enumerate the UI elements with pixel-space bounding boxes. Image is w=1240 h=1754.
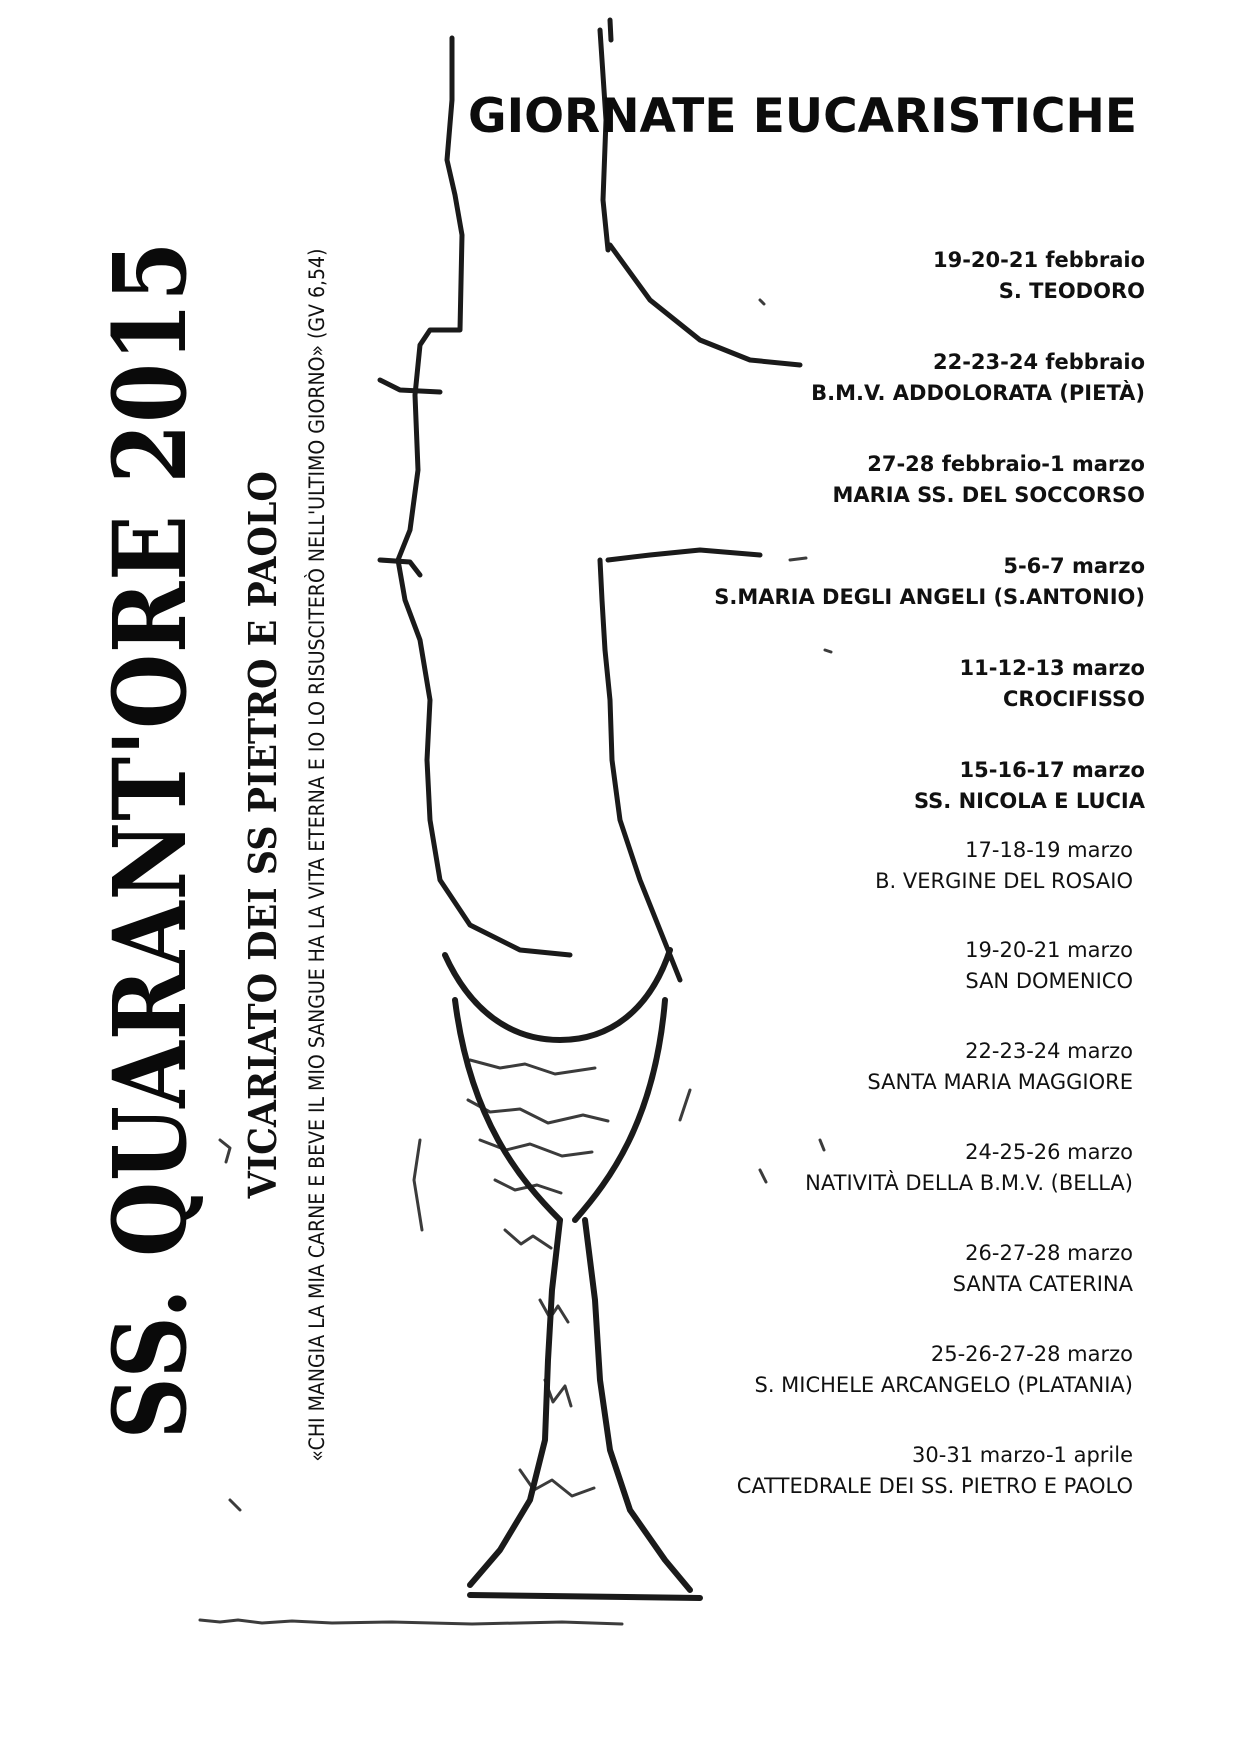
list-item — [600, 755, 1145, 817]
entry-church: SAN DOMENICO — [965, 969, 1133, 993]
entry-dates: 15-16-17 marzo — [959, 758, 1145, 782]
entry-church: S. TEODORO — [998, 279, 1145, 303]
list-item — [600, 449, 1145, 511]
main-title-column — [91, 60, 209, 1620]
entry-church: B.M.V. ADDOLORATA (PIETÀ) — [811, 381, 1145, 405]
list-item — [588, 935, 1133, 997]
bible-quote: «CHI MANGIA LA MIA CARNE E BEVE IL MIO SANGUE HA LA VITA ETERNA E IO LO RISUSCITERÒ NELL'ULTIMO GIORNO» (GV 6,54) — [305, 248, 329, 1462]
list-item — [600, 245, 1145, 307]
subtitle-column — [238, 420, 288, 1250]
entry-church: NATIVITÀ DELLA B.M.V. (BELLA) — [805, 1171, 1133, 1195]
entry-dates: 11-12-13 marzo — [959, 656, 1145, 680]
entry-dates: 19-20-21 marzo — [965, 938, 1133, 962]
list-item — [588, 1339, 1133, 1401]
page-header: GIORNATE EUCARISTICHE — [468, 89, 1137, 144]
entry-dates: 26-27-28 marzo — [965, 1241, 1133, 1265]
entry-dates: 25-26-27-28 marzo — [930, 1342, 1133, 1366]
list-item — [600, 347, 1145, 409]
list-item — [588, 1238, 1133, 1300]
list-item — [588, 1137, 1133, 1199]
entry-dates: 30-31 marzo-1 aprile — [912, 1443, 1133, 1467]
entry-church: SANTA CATERINA — [952, 1272, 1133, 1296]
entry-church: CROCIFISSO — [1003, 687, 1145, 711]
entry-dates: 19-20-21 febbraio — [932, 248, 1145, 272]
entry-church: S.MARIA DEGLI ANGELI (S.ANTONIO) — [714, 585, 1145, 609]
entry-church: B. VERGINE DEL ROSAIO — [875, 869, 1133, 893]
entry-dates: 5-6-7 marzo — [1003, 554, 1145, 578]
entry-dates: 22-23-24 febbraio — [932, 350, 1145, 374]
list-item — [588, 1440, 1133, 1502]
entry-dates: 24-25-26 marzo — [965, 1140, 1133, 1164]
list-item — [600, 653, 1145, 715]
entry-dates: 22-23-24 marzo — [965, 1039, 1133, 1063]
entry-church: CATTEDRALE DEI SS. PIETRO E PAOLO — [736, 1474, 1133, 1498]
list-item — [588, 835, 1133, 897]
main-title: SS. QUARANT'ORE 2015 — [91, 240, 209, 1440]
entry-church: S. MICHELE ARCANGELO (PLATANIA) — [754, 1373, 1133, 1397]
quote-column — [300, 70, 334, 1640]
entry-church: SANTA MARIA MAGGIORE — [867, 1070, 1133, 1094]
entry-dates: 17-18-19 marzo — [965, 838, 1133, 862]
list-item — [588, 1036, 1133, 1098]
entry-church: SS. NICOLA E LUCIA — [913, 789, 1145, 813]
list-item — [600, 551, 1145, 613]
entry-dates: 27-28 febbraio-1 marzo — [867, 452, 1145, 476]
subtitle: VICARIATO DEI SS PIETRO E PAOLO — [240, 471, 285, 1199]
entry-church: MARIA SS. DEL SOCCORSO — [832, 483, 1145, 507]
